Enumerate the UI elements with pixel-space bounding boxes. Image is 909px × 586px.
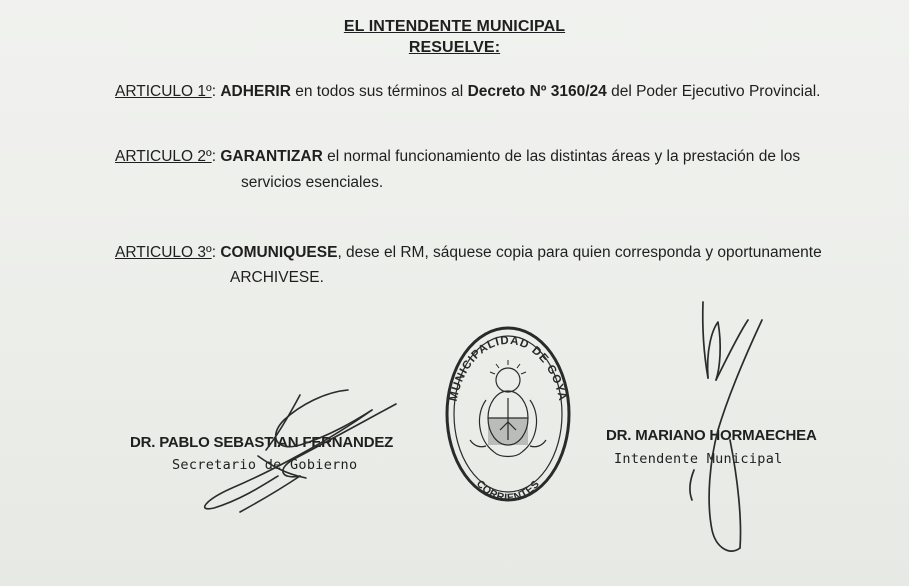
article-1-separator: :: [211, 83, 221, 100]
article-3-verb: COMUNIQUESE: [220, 244, 338, 261]
article-2-separator: :: [211, 148, 221, 165]
heading-intendente: EL INTENDENTE MUNICIPAL: [343, 18, 566, 35]
article-3-continuation: ARCHIVESE.: [230, 269, 324, 286]
article-3-label: ARTICULO 3º: [115, 244, 212, 261]
article-2-text-a: el normal funcionamiento de las distintas áreas y la prestación de los: [322, 148, 801, 165]
article-2-label: ARTICULO 2º: [115, 148, 212, 165]
signatory-left-name: DR. PABLO SEBASTIAN FERNANDEZ: [130, 434, 394, 451]
seal-top-text: MUNICIPALIDAD DE GOYA: [447, 334, 569, 403]
signatory-right-title: Intendente Municipal: [614, 451, 783, 467]
article-3-separator: :: [211, 244, 221, 261]
seal-bottom-text: CORRIENTES: [473, 477, 543, 505]
article-2-continuation: servicios esenciales.: [241, 174, 384, 191]
article-1-text-b: del Poder Ejecutivo Provincial.: [606, 83, 821, 100]
article-1-verb: ADHERIR: [220, 83, 291, 100]
article-1-text-a: en todos sus términos al: [290, 83, 468, 100]
signatory-left-title: Secretario de Gobierno: [172, 457, 358, 473]
coat-of-arms-icon: [470, 360, 546, 457]
article-1-label: ARTICULO 1º: [115, 83, 212, 100]
article-2-verb: GARANTIZAR: [220, 148, 323, 165]
article-1-decree: Decreto Nº 3160/24: [467, 83, 607, 100]
article-3-text-a: , dese el RM, sáquese copia para quien corresponda y oportunamente: [337, 244, 822, 261]
heading-resuelve: RESUELVE:: [408, 39, 501, 56]
signatory-right-name: DR. MARIANO HORMAECHEA: [606, 427, 817, 444]
